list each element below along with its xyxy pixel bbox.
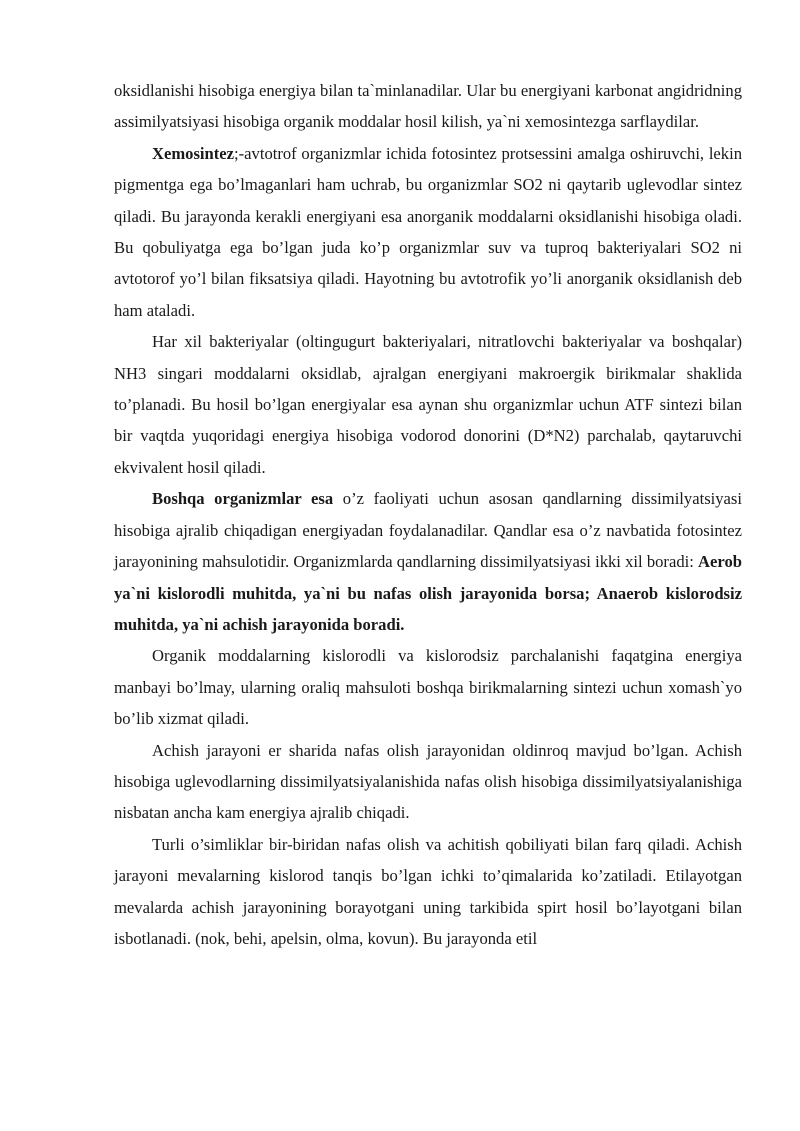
paragraph-7 (114, 829, 742, 955)
document-body (114, 75, 742, 954)
paragraph-6-text: Achish jarayoni er sharida nafas olish jarayonidan oldinroq mavjud bo’lgan. Achish hisobiga uglevodlarning dissimilyatsiyalanishida nafas olish hisobiga dissimilyatsiyalanishiga nisbatan ancha kam energiya ajralib chiqadi. (114, 740, 742, 823)
paragraph-3 (114, 326, 742, 483)
paragraph-4 (114, 483, 742, 640)
paragraph-4-text: o’z faoliyati uchun asosan qandlarning dissimilyatsiyasi hisobiga ajralib chiqadigan energiyadan foydalanadilar. Qandlar esa o’z navbatida fotosintez jarayonining mahsulotidir. Organizmlarda qandlarning dissimilyatsiyasi ikki xil boradi: (114, 489, 742, 572)
paragraph-5-text: Organik moddalarning kislorodli va kislorodsiz parchalanishi faqatgina energiya manbayi bo’lmay, ularning oraliq mahsuloti boshqa birikmalarning sintezi uchun xomash`yo bo’lib xizmat qiladi. (114, 646, 742, 729)
paragraph-6 (114, 735, 742, 829)
paragraph-1 (114, 75, 742, 138)
bold-aerob-anaerob: Aerob ya`ni kislorodli muhitda, ya`ni bu nafas olish jarayonida borsa; Anaerob kislorodsiz muhitda, ya`ni achish jarayonida boradi. (114, 552, 742, 634)
paragraph-3-text: Har xil bakteriyalar (oltingugurt bakteriyalari, nitratlovchi bakteriyalar va boshqalar) NH3 singari moddalarni oksidlab, ajralgan energiyani makroergik birikmalar shaklida to’planadi. Bu hosil bo’lgan energiyalar esa aynan shu organizmlar uchun ATF sintezi bilan bir vaqtda yuqoridagi energiya hisobiga vodorod donorini (D*N2) parchalab, qaytaruvchi ekvivalent hosil qiladi. (114, 332, 742, 477)
paragraph-7-text: Turli o’simliklar bir-biridan nafas olish va achitish qobiliyati bilan farq qiladi. Achish jarayoni mevalarning kislorod tanqis bo’lgan ichki to’qimalarida ko’zatiladi. Etilayotgan mevalarda achish jarayonining borayotgani uning tarkibida spirt hosil bo’layotgani bilan isbotlanadi. (nok, behi, apelsin, olma, kovun). Bu jarayonda etil (114, 834, 742, 948)
paragraph-2 (114, 138, 742, 326)
term-xemosintez: Xemosintez (152, 143, 235, 163)
paragraph-1-text: oksidlanishi hisobiga energiya bilan ta`minlanadilar. Ular bu energiyani karbonat angidridning assimilyatsiyasi hisobiga organik moddalar hosil kilish, ya`ni xemosintezga sarflaydilar. (114, 81, 742, 132)
term-boshqa-organizmlar: Boshqa organizmlar esa (152, 489, 334, 509)
paragraph-5 (114, 640, 742, 734)
paragraph-2-text: ;-avtotrof organizmlar ichida fotosintez protsessini amalga oshiruvchi, lekin pigmentga ega bo’lmaganlari ham uchrab, bu organizmlar SO2 ni qaytarib uglevodlar sintez qiladi. Bu jarayonda kerakli energiyani esa anorganik moddalarni oksidlanishi hisobiga oladi. Bu qobuliyatga ega bo’lgan juda ko’p organizmlar suv va tuproq bakteriyalari SO2 ni avtotorof yo’l bilan fiksatsiya qiladi. Hayotning bu avtotrofik yo’li anorganik oksidlanish deb ham ataladi. (114, 143, 742, 320)
